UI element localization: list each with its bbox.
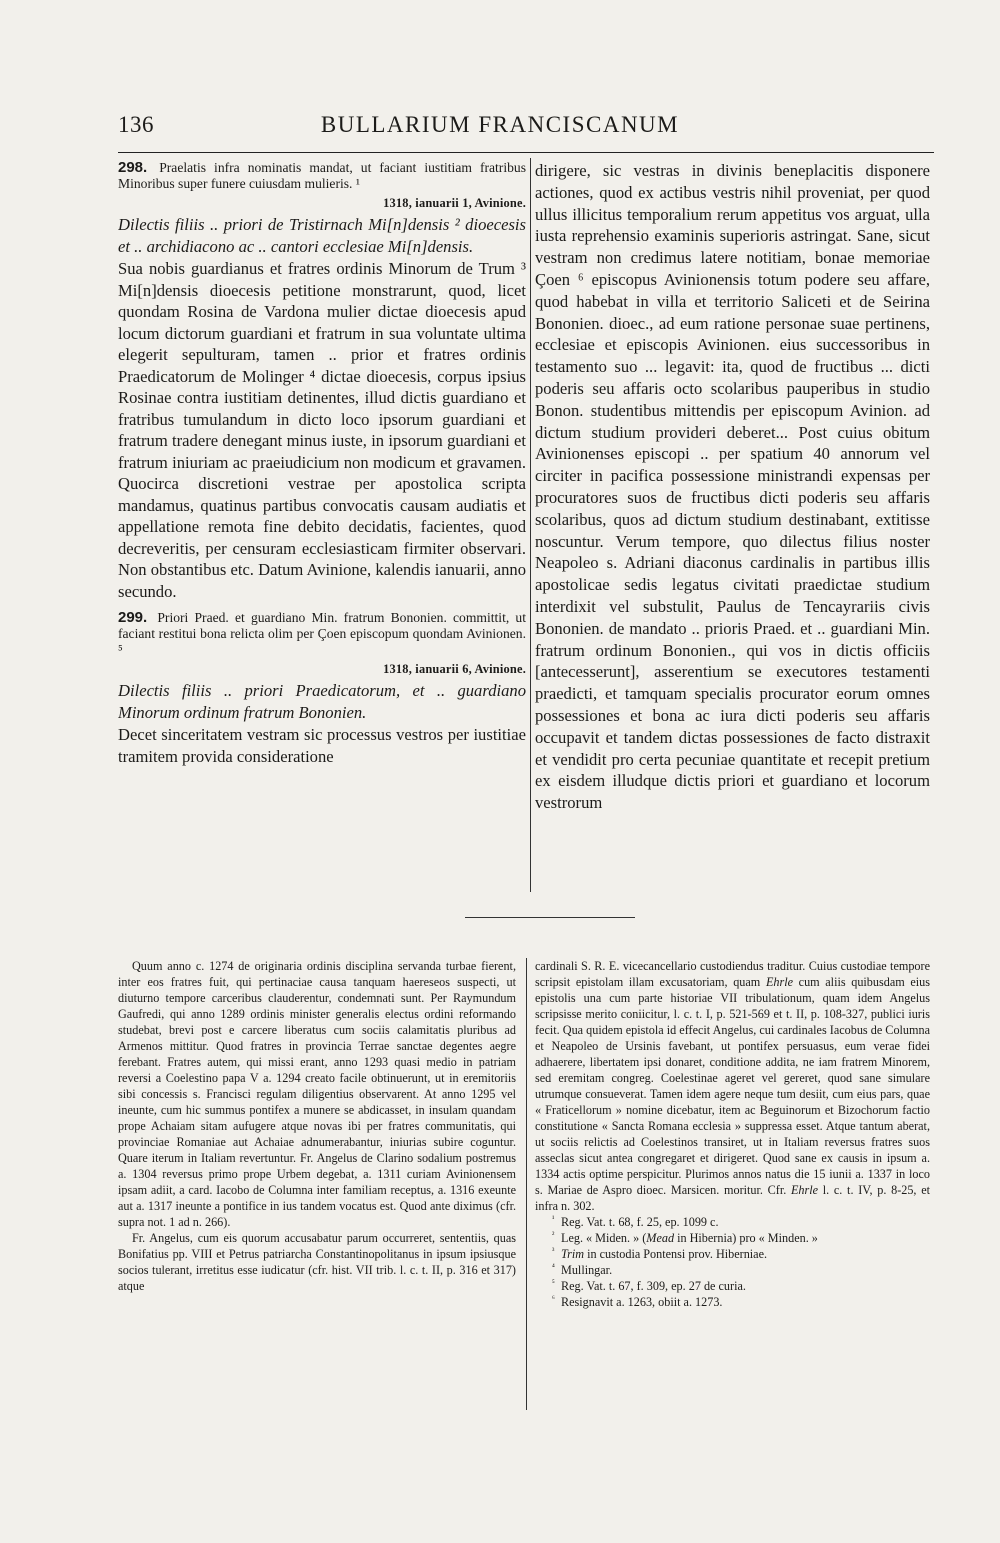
note-paragraph: Fr. Angelus, cum eis quorum accusabatur parum occurreret, sententiis, quas Bonifatius pp. VIII et Petrus patriarcha Constantinopolitanus in ipsum ipsiusque socios tulerant, irretitus esse iudicatur (cfr. hist. VII trib. l. c. t. II, p. 316 et 317) atque [118,1231,516,1293]
footnote-text: Reg. Vat. t. 67, f. 309, ep. 27 de curia. [561,1279,746,1293]
doc-299-summary [118,610,526,658]
doc-299-body-right: dirigere, sic vestras in divinis beneplacitis disponere actiones, quod ex actibus vestris nihil proveniat, per quod ullus illicitus temporalium rerum appetitus vos arguat, ulla iusta reprehensio examinis superioris astringat. Sane, sicut vestram non credimus latere notitiam, bonae memoriae Çoen ⁶ episcopus Avinionensis totum podere seu affare, quod habebat in villa et territorio Saliceti et de Seirina Bononien. dioec., ad eum ratione personae suae pertinens, ecclesiae et episcopis Avinionen. eius successoribus in testamento suo ... legavit: ita, quod de fructibus ... dicti poderis seu affaris octo scolaribus pauperibus in studio Bonon. studentibus mittendis per episcopum Avinion. ad dictum studium provideri deberet... Post cuius obitum Avinionenses episcopi .. per spatium 40 annorum vel circiter in pacifica possessione ministrandi expensas per procuratores suos de fructibus dicti poderis seu affaris scolaribus, quos ad dictum studium destinabant, extitisse noscuntur. Verum tempore, quo dilectus filius noster Neapoleo s. Adriani diaconus cardinalis in partibus illis apostolicae sedis legatus civitati praedictae studium interdixit vel substulit, Paulus de Tencayrariis civis Bononien. de mandato .. prioris Praed. et .. guardiani Min. fratrum ordinum Bononien., qui vos in dictis officiis [antecesserunt], asserentium se executores testamenti praedicti, et tamquam specialis procurator eorum omnes possessiones et bona ac iura dicti poderis seu affaris occupavit et tandem dictas possessiones de facto distraxit et vendidit pro certa pecuniae quantitate et recepit pretium ex eisdem illudque dictis priori et guardiano et locorum vestrorum [535,161,930,813]
running-header [118,112,882,152]
doc-299-body-left: Decet sinceritatem vestram sic processus vestros per iustitiae tramitem provida consideratione [118,725,526,766]
note-paragraph: Quum anno c. 1274 de originaria ordinis disciplina servanda turbae fierent, inter eos fratres fuit, qui pertinaciae causa tanquam haereseos suspecti, ut diuturno tempore carceribus clauderentur, condemnati sunt. Per Raymundum Gaufredi, qui anno 1289 ordinis minister generalis electus ordini reformando studebat, brevi post e carcere liberatus cum sociis calamitatis pluribus ad Armenos mittitur. Quod fratres in provincia Terrae sanctae degentes aegre ferebant. Fratres autem, qui missi erant, anno 1293 quasi medio in patriam reversi a Coelestino papa V a. 1294 creato facile obtinuerunt, ut in eremitoriis sibi concessis s. Francisci regulam diligentius observarent. At anno 1295 vel ineunte, cum hic summus pontifex a munere se abdicasset, in insulam quandam prope Achaiam sitam aufugere atque novas ibi per fratres communitatis, qui provinciae Romaniae aut Achaiae adnumerabantur, iniurias subire coguntur. Quare iterum in Italiam revertuntur. Fr. Angelus de Clarino sodalium postremus a. 1304 reversus primo prope Urbem degebat, a. 1311 curiam Avinionensem ipsam adiit, a card. Iacobo de Columna inter familiam receptus, a. 1316 exeunte aut a. 1317 ineunte a pontifice in ius tandem vocatus est. Quod ante diximus (cfr. supra not. 1 ad n. 266). [118,959,516,1229]
header-rule [118,152,934,153]
doc-299-summary-text: Priori Praed. et guardiano Min. fratrum Bononien. committit, ut faciant restitui bona relicta olim per Çoen episcopum quondam Avinionen. ⁵ [118,610,526,657]
footnote-6 [535,1294,930,1310]
notes-column-left [118,958,516,1408]
note-paragraph-continued [535,958,930,1214]
doc-298-number: 298. [118,160,148,176]
footnote-text: Trim [561,1247,585,1261]
doc-298-body: Sua nobis guardianus et fratres ordinis Minorum de Trum ³ Mi[n]densis dioecesis petitione monstrarunt, quod, licet quondam Rosina de Vardona mulier dictae dioecesis apud locum dictorum guardiani et fratrum in sua voluntate ultima elegerit sepulturam, tamen .. prior et fratres ordinis Praedicatorum de Molinger ⁴ dictae dioecesis, corpus ipsius Rosinae contra iustitiam detinentes, illud dictis guardiano et fratribus tumulandum in dicto loco ipsorum guardiani et fratrum tradere denegant minus iuste, in ipsorum guardiani et fratrum iniuriam ac praeiudicium non modicum et gravamen. Quocirca discretioni vestrae per apostolica scripta mandamus, quatinus partibus convocatis causam audiatis et appellatione remota fine debito decidatis, facientes, quod decreveritis, per censuram ecclesiasticam firmiter observari. Non obstantibus etc. Datum Avinione, kalendis ianuarii, anno secundo. [118,259,526,601]
doc-298-summary-text: Praelatis infra nominatis mandat, ut faciant iustitiam fratribus Minoribus super funere cuiusdam mulieris. ¹ [118,160,526,191]
doc-299-date: 1318, ianuarii 6, Avinione. [383,662,526,676]
note-author-name: Ehrle [790,1183,819,1197]
notes-column-right [535,958,930,1408]
footnote-3 [535,1246,930,1262]
footnote-text: Leg. « Miden. » ( [561,1231,647,1245]
footnote-mark: ⁴ [552,1262,555,1271]
footnote-1 [535,1214,930,1230]
footnote-mark: ⁶ [552,1294,555,1303]
main-column-left [118,160,526,897]
doc-298-summary [118,160,526,192]
footnote-text: Resignavit a. 1263, obiit a. 1273. [561,1295,723,1309]
doc-298-date: 1318, ianuarii 1, Avinione. [383,196,526,210]
footnote-text: in custodia Pontensi prov. Hiberniae. [584,1247,768,1261]
footnote-2 [535,1230,930,1246]
footnote-text: in Hibernia) pro « Minden. » [674,1231,818,1245]
footnote-column-divider [526,958,527,1410]
footnote-text: Reg. Vat. t. 68, f. 25, ep. 1099 c. [561,1215,719,1229]
footnote-mark: ² [552,1230,555,1239]
page-number: 136 [118,112,154,137]
footnote-list [535,1214,930,1310]
footnote-4 [535,1262,930,1278]
footnote-mark: ³ [552,1246,555,1255]
running-title: BULLARIUM FRANCISCANUM [320,112,680,137]
footnote-5 [535,1278,930,1294]
note-text: cum aliis quibusdam eius epistolis una cum parte historiae VII tribulationum, quam idem Angelus scripsisse merito coniicitur, l. c. t. I, p. 521-569 et t. II, p. 108-327, publici iuris fecit. Qua quidem epistola id effecit Angelus, cui cardinales Iacobus de Columna et Neapoleo de Ursinis favebant, ut pontifex persuasus, eum verae fidei adhaerere, libertatem ipsi donaret, conditione addita, ne iam fratrem Minorem, sed eremitam congreg. Coelestinae ageret vel gereret, quod sane simulare utrumque consueverat. Tamen idem agere neque tum desiit, cum eius pars, quae « Fraticellorum » nomine dicebatur, item ac Beguinorum et Bizochorum factio constitutione « Sancta Romana ecclesia » suppressa esset. Atque tantum aberat, ut sociis relictis ad Coelestinos transiret, ut in Italiam reversus fratres suos asseclas sicut antea congregaret et dirigeret. Quod sane ex causis in ipsum a. 1334 actis optime perspicitur. Plurimos annos natus die 15 iunii a. 1337 in loco s. Mariae de Aspro dioec. Marsicen. moritur. Cfr. [535,975,930,1197]
footnote-text: Mullingar. [561,1263,613,1277]
footnote-separator [465,917,635,918]
note-text: cardinali S. R. E. vicecancellario custodiendus traditur. Cuius custodiae tempore scripsit epistolam illam excusatoriam, quam [535,959,930,989]
footnote-mark: ⁵ [552,1278,555,1287]
note-author-name: Ehrle [765,975,794,989]
note-text: l. c. t. IV, p. 8-25, et infra n. 302. [535,1183,930,1213]
doc-298-address: Dilectis filiis .. priori de Tristirnach Mi[n]densis ² dioecesis et .. archidiacono ac .. cantori ecclesiae Mi[n]densis. [118,215,526,256]
footnote-mark: ¹ [552,1214,555,1223]
column-divider [530,158,531,892]
footnote-text: Mead [646,1231,675,1245]
doc-299-address: Dilectis filiis .. priori Praedicatorum, et .. guardiano Minorum ordinum fratrum Bononien. [118,681,526,722]
doc-299-number: 299. [118,609,148,626]
main-column-right [535,160,930,897]
